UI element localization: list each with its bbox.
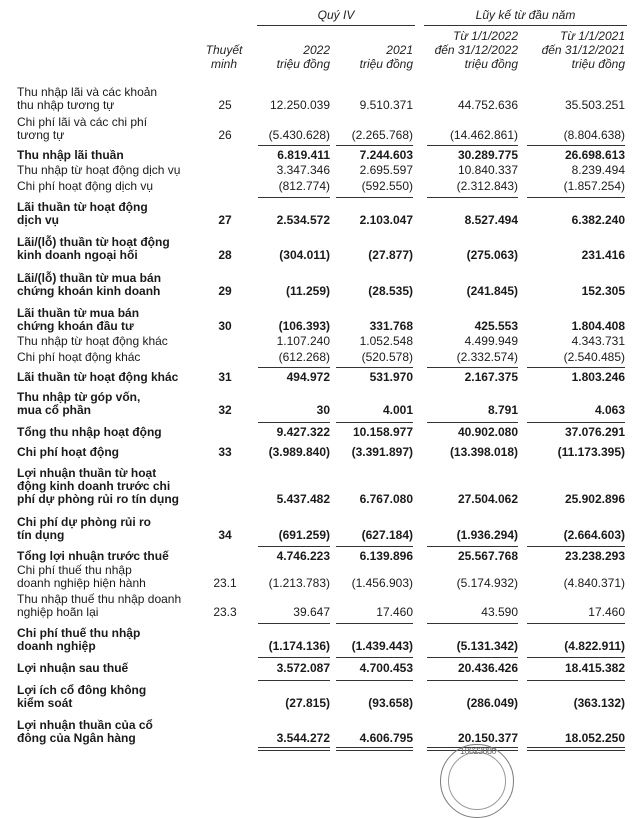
table-row <box>0 662 635 675</box>
row-value-3: 8.527.494 <box>464 213 518 227</box>
row-label-line: Thu nhập lãi thuần <box>17 148 124 162</box>
table-row <box>0 236 635 262</box>
row-label-line: phí dự phòng rủi ro tín dụng <box>17 492 179 506</box>
col4-from: Từ 1/1/2021 <box>560 29 625 43</box>
row-label-line: Thu nhập thuế thu nhập doanh <box>17 592 182 606</box>
row-label-line: chứng khoán kinh doanh <box>17 284 161 298</box>
row-label <box>17 201 205 227</box>
row-label <box>17 564 205 590</box>
row-value-3: 20.150.377 <box>457 731 518 745</box>
row-value-1: 3.347.346 <box>276 163 330 177</box>
total-underline <box>527 422 625 423</box>
row-label-line: Chi phí hoạt động <box>17 445 119 459</box>
row-value-2: (28.535) <box>368 284 413 298</box>
total-underline <box>527 145 625 146</box>
row-value-4: 4.063 <box>594 403 625 417</box>
table-row <box>0 391 635 417</box>
table-row <box>0 593 635 619</box>
col3-unit: triệu đồng <box>464 57 518 71</box>
table-row <box>0 516 635 542</box>
table-row <box>0 351 635 364</box>
row-value-3: (2.332.574) <box>456 350 518 364</box>
row-value-2: 531.970 <box>369 370 413 384</box>
row-label-line: Thu nhập từ hoạt động dịch vụ <box>17 163 181 177</box>
row-value-1: 2.534.572 <box>276 213 330 227</box>
row-value-1: (27.815) <box>285 696 330 710</box>
table-row <box>0 371 635 384</box>
row-value-3: 20.436.426 <box>457 661 518 675</box>
row-value-1: 1.107.240 <box>276 334 330 348</box>
row-value-4: 17.460 <box>588 605 625 619</box>
row-value-2: (592.550) <box>361 179 413 193</box>
note-column-header <box>200 43 248 71</box>
row-label <box>17 180 205 193</box>
row-label <box>17 164 205 177</box>
row-value-2: (2.265.768) <box>351 128 413 142</box>
row-value-4: (8.804.638) <box>563 128 625 142</box>
total-underline <box>427 657 518 658</box>
row-label-line: đông của Ngân hàng <box>17 731 136 745</box>
total-underline <box>427 546 518 547</box>
row-note: 31 <box>218 370 232 384</box>
table-row <box>0 164 635 177</box>
total-underline <box>336 623 413 624</box>
row-value-4: 37.076.291 <box>564 425 625 439</box>
row-value-4: 26.698.613 <box>564 148 625 162</box>
table-row <box>0 627 635 653</box>
row-value-3: 43.590 <box>481 605 518 619</box>
col1-header <box>255 43 330 71</box>
row-label-line: Lãi thuần từ hoạt động khác <box>17 370 179 384</box>
row-label-line: dịch vụ <box>17 213 60 227</box>
row-value-1: (3.989.840) <box>268 445 330 459</box>
row-value-4: 152.305 <box>581 284 625 298</box>
table-row <box>0 564 635 590</box>
col3-to: đến 31/12/2022 <box>434 43 518 57</box>
table-row <box>0 307 635 333</box>
row-label <box>17 446 205 459</box>
row-value-4: 18.052.250 <box>564 731 625 745</box>
row-value-4: 23.238.293 <box>564 549 625 563</box>
col1-year: 2022 <box>303 43 330 57</box>
row-label <box>17 426 205 439</box>
row-value-3: (1.936.294) <box>456 528 518 542</box>
row-value-2: (3.391.897) <box>351 445 413 459</box>
note-header-line: minh <box>210 57 237 71</box>
row-value-3: 40.902.080 <box>457 425 518 439</box>
ytd-group-underline <box>424 25 627 26</box>
row-value-2: 9.510.371 <box>359 98 413 112</box>
row-label-line: thu nhập tương tự <box>17 98 115 112</box>
row-value-2: (27.877) <box>368 248 413 262</box>
row-label <box>17 86 205 112</box>
col4-unit: triệu đồng <box>571 57 625 71</box>
total-underline <box>427 422 518 423</box>
row-value-4: (2.664.603) <box>563 528 625 542</box>
row-note: 30 <box>218 319 232 333</box>
total-underline <box>527 750 625 751</box>
total-underline <box>258 546 330 547</box>
table-row <box>0 426 635 439</box>
row-value-2: 6.767.080 <box>359 492 413 506</box>
row-label-line: Chi phí thuế thu nhập <box>17 626 141 640</box>
row-label <box>17 116 205 142</box>
total-underline <box>336 680 413 681</box>
row-label-line: Chi phí thuế thu nhập <box>17 563 132 577</box>
col1-unit: triệu đồng <box>276 57 330 71</box>
col3-header <box>425 29 518 71</box>
total-underline <box>527 657 625 658</box>
row-label-line: Tổng lợi nhuận trước thuế <box>17 549 169 563</box>
row-value-2: 17.460 <box>376 605 413 619</box>
row-value-2: (520.578) <box>361 350 413 364</box>
total-underline <box>336 367 413 368</box>
total-underline <box>258 422 330 423</box>
row-value-1: 3.544.272 <box>276 731 330 745</box>
row-value-1: 30 <box>316 403 330 417</box>
row-value-4: 18.415.382 <box>564 661 625 675</box>
table-row <box>0 467 635 506</box>
row-value-1: 4.746.223 <box>276 549 330 563</box>
note-header-line: Thuyết <box>205 43 243 57</box>
row-label-line: Lợi nhuận sau thuế <box>17 661 129 675</box>
row-value-4: 6.382.240 <box>571 213 625 227</box>
row-value-4: (4.840.371) <box>563 576 625 590</box>
row-value-1: (5.430.628) <box>268 128 330 142</box>
total-underline <box>258 197 330 198</box>
total-underline <box>336 657 413 658</box>
row-value-1: (11.259) <box>285 284 330 298</box>
total-underline <box>258 747 330 748</box>
row-note: 32 <box>218 403 232 417</box>
total-underline <box>258 657 330 658</box>
total-underline <box>427 623 518 624</box>
company-seal-inner-ring <box>448 752 506 810</box>
table-row <box>0 684 635 710</box>
row-label-line: Tổng thu nhập hoạt động <box>17 425 162 439</box>
row-value-1: 494.972 <box>286 370 330 384</box>
row-note: 23.1 <box>213 576 237 590</box>
row-value-2: (93.658) <box>368 696 413 710</box>
row-value-3: (14.462.861) <box>449 128 518 142</box>
total-underline <box>336 750 413 751</box>
total-underline <box>336 197 413 198</box>
row-label <box>17 516 205 542</box>
row-label <box>17 662 205 675</box>
row-value-3: (13.398.018) <box>449 445 518 459</box>
row-value-2: 2.695.597 <box>359 163 413 177</box>
row-label-line: tương tự <box>17 128 65 142</box>
total-underline <box>527 747 625 748</box>
row-note: 25 <box>218 98 232 112</box>
row-value-2: 6.139.896 <box>359 549 413 563</box>
total-underline <box>527 367 625 368</box>
row-note: 26 <box>218 128 232 142</box>
total-underline <box>527 623 625 624</box>
col2-unit: triệu đồng <box>359 57 413 71</box>
row-value-1: (1.213.783) <box>268 576 330 590</box>
row-label-line: động kinh doanh trước chi <box>17 479 171 493</box>
row-value-1: (304.011) <box>279 248 330 262</box>
row-label-line: Lợi nhuận thuần của cổ <box>17 718 153 732</box>
row-label-line: Lợi ích cổ đông không <box>17 683 147 697</box>
seal-number: 10023080 <box>460 746 497 756</box>
row-value-3: 27.504.062 <box>457 492 518 506</box>
total-underline <box>427 145 518 146</box>
row-label <box>17 593 205 619</box>
row-value-3: 30.289.775 <box>457 148 518 162</box>
row-label-line: nghiệp hoãn lại <box>17 605 99 619</box>
row-value-3: 2.167.375 <box>464 370 518 384</box>
row-label-line: Lãi/(lỗ) thuần từ hoạt động <box>17 235 170 249</box>
row-note: 28 <box>218 248 232 262</box>
row-value-2: (1.456.903) <box>351 576 413 590</box>
table-row <box>0 272 635 298</box>
row-value-2: 1.052.548 <box>359 334 413 348</box>
col4-header <box>525 29 625 71</box>
row-value-3: (275.063) <box>466 248 518 262</box>
total-underline <box>336 145 413 146</box>
row-label-line: Lãi/(lỗ) thuần từ mua bán <box>17 271 162 285</box>
row-value-1: (812.774) <box>278 179 330 193</box>
total-underline <box>258 750 330 751</box>
row-value-2: 10.158.977 <box>352 425 413 439</box>
row-value-4: 4.343.731 <box>571 334 625 348</box>
total-underline <box>336 422 413 423</box>
row-label-line: chứng khoán đầu tư <box>17 319 134 333</box>
table-row <box>0 446 635 459</box>
row-value-1: 39.647 <box>293 605 330 619</box>
row-value-4: (363.132) <box>573 696 625 710</box>
row-value-4: (2.540.485) <box>563 350 625 364</box>
row-value-3: (286.049) <box>466 696 518 710</box>
row-label-line: doanh nghiệp <box>17 639 96 653</box>
row-value-2: 4.700.453 <box>359 661 413 675</box>
row-label-line: doanh nghiệp hiện hành <box>17 576 146 590</box>
row-label <box>17 719 205 745</box>
row-label-line: Thu nhập từ hoạt động khác <box>17 334 168 348</box>
row-value-2: 4.606.795 <box>359 731 413 745</box>
row-value-1: (106.393) <box>278 319 330 333</box>
total-underline <box>258 623 330 624</box>
row-value-3: 10.840.337 <box>457 163 518 177</box>
row-note: 23.3 <box>213 605 237 619</box>
row-label <box>17 351 205 364</box>
row-label-line: Chi phí hoạt động khác <box>17 350 141 364</box>
total-underline <box>258 145 330 146</box>
table-row <box>0 180 635 193</box>
total-underline <box>527 197 625 198</box>
row-value-4: 35.503.251 <box>564 98 625 112</box>
row-value-1: (612.268) <box>278 350 330 364</box>
row-value-1: 9.427.322 <box>276 425 330 439</box>
table-row <box>0 116 635 142</box>
total-underline <box>427 197 518 198</box>
row-value-3: 44.752.636 <box>457 98 518 112</box>
row-label-line: kinh doanh ngoại hối <box>17 248 138 262</box>
row-value-3: 425.553 <box>474 319 518 333</box>
row-value-1: 3.572.087 <box>276 661 330 675</box>
ytd-group-header: Lũy kế từ đầu năm <box>475 8 576 22</box>
row-value-2: 2.103.047 <box>359 213 413 227</box>
total-underline <box>427 367 518 368</box>
row-label <box>17 236 205 262</box>
row-label-line: Chi phí dự phòng rủi ro <box>17 515 151 529</box>
col4-to: đến 31/12/2021 <box>541 43 625 57</box>
row-value-3: (2.312.843) <box>456 179 518 193</box>
total-underline <box>427 680 518 681</box>
row-label-line: tín dụng <box>17 528 65 542</box>
row-note: 27 <box>218 213 232 227</box>
total-underline <box>336 546 413 547</box>
total-underline <box>336 747 413 748</box>
row-value-2: 7.244.603 <box>359 148 413 162</box>
row-label <box>17 272 205 298</box>
row-label <box>17 371 205 384</box>
table-row <box>0 201 635 227</box>
row-value-1: 5.437.482 <box>276 492 330 506</box>
col3-from: Từ 1/1/2022 <box>453 29 518 43</box>
row-value-4: (1.857.254) <box>563 179 625 193</box>
row-value-3: 25.567.768 <box>457 549 518 563</box>
row-label-line: Thu nhập từ góp vốn, <box>17 390 141 404</box>
table-row <box>0 550 635 563</box>
row-value-3: (241.845) <box>466 284 518 298</box>
row-value-2: (627.184) <box>361 528 413 542</box>
row-label-line: Lợi nhuận thuần từ hoạt <box>17 466 157 480</box>
col2-header <box>335 43 413 71</box>
row-value-3: (5.174.932) <box>456 576 518 590</box>
table-row <box>0 719 635 745</box>
row-label <box>17 684 205 710</box>
row-label-line: Lãi thuần từ hoạt động <box>17 200 148 214</box>
row-label-line: Thu nhập lãi và các khoản <box>17 85 158 99</box>
row-value-3: 8.791 <box>487 403 518 417</box>
row-value-2: 331.768 <box>369 319 413 333</box>
row-note: 33 <box>218 445 232 459</box>
row-note: 34 <box>218 528 232 542</box>
row-value-2: 4.001 <box>382 403 413 417</box>
row-note: 29 <box>218 284 232 298</box>
row-label <box>17 149 205 162</box>
table-row <box>0 335 635 348</box>
total-underline <box>527 680 625 681</box>
row-label-line: Chi phí lãi và các chi phí <box>17 115 148 129</box>
row-value-4: 1.804.408 <box>571 319 625 333</box>
row-value-4: (4.822.911) <box>564 639 625 653</box>
row-value-4: 25.902.896 <box>564 492 625 506</box>
row-label-line: kiểm soát <box>17 696 73 710</box>
row-value-1: (691.259) <box>278 528 330 542</box>
row-value-1: 6.819.411 <box>277 148 330 162</box>
table-row <box>0 149 635 162</box>
row-label <box>17 391 205 417</box>
row-label <box>17 467 205 506</box>
row-label-line: Chi phí hoạt động dịch vụ <box>17 179 154 193</box>
total-underline <box>258 367 330 368</box>
col2-year: 2021 <box>386 43 413 57</box>
row-value-3: (5.131.342) <box>456 639 518 653</box>
row-value-4: 231.416 <box>581 248 625 262</box>
row-value-1: (1.174.136) <box>268 639 330 653</box>
total-underline <box>527 546 625 547</box>
quarter-group-underline <box>257 25 415 26</box>
row-label <box>17 550 205 563</box>
row-value-1: 12.250.039 <box>269 98 330 112</box>
row-value-2: (1.439.443) <box>351 639 413 653</box>
row-value-4: (11.173.395) <box>557 445 625 459</box>
row-label-line: mua cổ phần <box>17 403 92 417</box>
table-row <box>0 86 635 112</box>
row-value-4: 8.239.494 <box>571 163 625 177</box>
row-value-3: 4.499.949 <box>464 334 518 348</box>
total-underline <box>258 680 330 681</box>
row-label <box>17 335 205 348</box>
row-label <box>17 307 205 333</box>
quarter-group-header: Quý IV <box>317 8 355 22</box>
row-label-line: Lãi thuần từ mua bán <box>17 306 140 320</box>
row-label <box>17 627 205 653</box>
row-value-4: 1.803.246 <box>571 370 625 384</box>
